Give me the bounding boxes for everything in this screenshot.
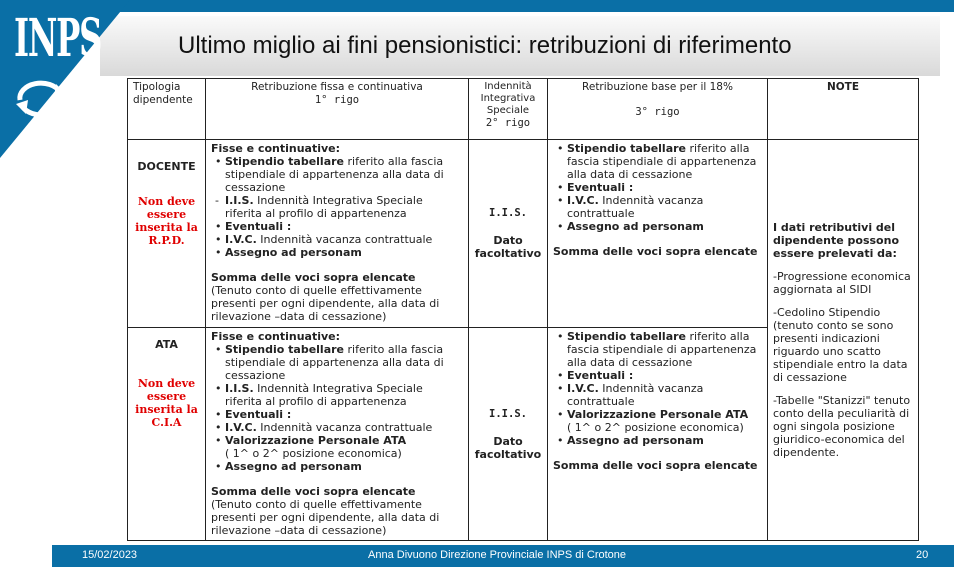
item-bold: Assegno ad personam (567, 220, 704, 233)
warning-line: inserita la (135, 403, 198, 416)
item-bold: I.V.C. (567, 382, 599, 395)
warning-line: R.P.D. (148, 234, 185, 247)
header-text: Retribuzione base per il 18% (582, 81, 733, 93)
item-bold: Eventuali : (225, 408, 292, 421)
header-text: Indennità (484, 81, 532, 92)
dato-line: facoltativo (474, 447, 542, 461)
footer-date: 15/02/2023 (82, 549, 138, 561)
dato-line: facoltativo (474, 247, 542, 260)
footer-page-number: 20 (916, 549, 929, 561)
list-item (567, 220, 762, 233)
notes-cell (768, 140, 919, 541)
item-bold: Stipendio tabellare (567, 330, 687, 343)
ata-label: ATA (155, 338, 178, 351)
reference-salary-table (127, 78, 919, 541)
inps-arrows-icon (14, 78, 68, 118)
header-tipologia (128, 79, 206, 140)
warning-line: essere (146, 390, 187, 403)
docente-fisse-cell (206, 140, 469, 328)
list-item (225, 194, 463, 220)
iis-label: I.I.S. (489, 407, 527, 420)
item-bold: I.I.S. (225, 194, 254, 207)
item-bold: I.V.C. (225, 421, 257, 434)
warning-line: Non deve (137, 377, 196, 390)
top-strip (0, 0, 954, 12)
list-item (567, 142, 762, 181)
item-text: Indennità vacanza contrattuale (256, 233, 433, 246)
somma-label: Somma delle voci sopra elencate (211, 485, 416, 498)
header-text: dipendente (133, 94, 193, 106)
warning-line: inserita la (135, 221, 198, 234)
item-bold: Assegno ad personam (225, 246, 362, 259)
iis-label: I.I.S. (489, 207, 527, 219)
ata-warning (133, 377, 200, 429)
header-text: Retribuzione fissa e continuativa (251, 81, 423, 93)
item-bold: Stipendio tabellare (225, 343, 345, 356)
list-item (567, 434, 762, 447)
header-text: Tipologia (133, 81, 181, 93)
header-text: Integrativa (480, 93, 536, 104)
item-bold: Eventuali : (225, 220, 292, 233)
item-bold: Assegno ad personam (225, 460, 362, 473)
list-item (225, 434, 463, 460)
item-bold: Eventuali : (567, 181, 634, 194)
list-item (225, 421, 463, 434)
list-item (567, 408, 762, 434)
docente-warning (133, 195, 200, 247)
list-item (567, 330, 762, 369)
docente-label: DOCENTE (137, 160, 196, 173)
list-item (225, 233, 463, 246)
header-retribuzione-base (548, 79, 768, 140)
item-bold: Stipendio tabellare (567, 142, 687, 155)
item-text: Indennità vacanza contrattuale (567, 194, 704, 220)
list-item (567, 181, 762, 194)
item-text: riferito alla fascia stipendiale di appartenenza alla data di cessazione (225, 155, 444, 194)
table-header-row (128, 79, 919, 140)
ata-base-cell (548, 328, 768, 541)
list-item (225, 460, 463, 473)
list-item (225, 155, 463, 194)
ata-fisse-cell (206, 328, 469, 541)
notes-intro: I dati retributivi del dipendente possono essere prelevati da: (773, 221, 899, 260)
header-text: Speciale (486, 105, 530, 116)
item-bold: I.V.C. (567, 194, 599, 207)
dato-line: Dato (493, 434, 523, 448)
fisse-title: Fisse e continuative: (211, 330, 341, 343)
item-text: Indennità Integrativa Speciale riferita al profilo di appartenenza (225, 382, 423, 408)
list-item (225, 408, 463, 421)
header-note: NOTE (768, 79, 919, 140)
item-bold: I.I.S. (225, 382, 254, 395)
item-bold: Valorizzazione Personale ATA (567, 408, 749, 421)
item-bold: Stipendio tabellare (225, 155, 345, 168)
somma-label: Somma delle voci sopra elencate (211, 271, 416, 284)
base-somma: Somma delle voci sopra elencate (553, 245, 758, 258)
list-item (225, 343, 463, 382)
warning-line: essere (146, 208, 187, 221)
list-item (567, 369, 762, 382)
row-docente (128, 140, 919, 328)
header-text: 2° rigo (485, 117, 531, 129)
footer-author: Anna Divuono Direzione Provinciale INPS di Crotone (368, 549, 627, 561)
item-text: Indennità Integrativa Speciale riferita al profilo di appartenenza (225, 194, 423, 220)
header-iis (469, 79, 548, 140)
header-text: 1° rigo (314, 94, 360, 106)
item-bold: Valorizzazione Personale ATA (225, 434, 407, 447)
item-text: riferito alla fascia stipendiale di appartenenza alla data di cessazione (225, 343, 444, 382)
somma-note: (Tenuto conto di quelle effettivamente presenti per ogni dipendente, alla data di rilevazione –data di cessazione) (211, 284, 440, 323)
list-item (567, 382, 762, 408)
note-item: -Tabelle "Stanizzi" tenuto conto della peculiarità di ogni singola posizione giuridico-economica del dipendente. (773, 394, 911, 459)
base-somma: Somma delle voci sopra elencate (553, 459, 758, 472)
item-bold: I.V.C. (225, 233, 257, 246)
item-text: riferito alla fascia stipendiale di appartenenza alla data di cessazione (567, 330, 757, 369)
note-item: -Cedolino Stipendio (tenuto conto se sono presenti indicazioni riguardo uno scatto stipendiale entro la data di cessazione (773, 306, 908, 384)
header-text: 3° rigo (635, 106, 680, 118)
header-retribuzione-fissa (206, 79, 469, 140)
warning-line: C.I.A (151, 416, 182, 429)
list-item (567, 194, 762, 220)
ata-type-cell (128, 328, 206, 541)
item-text: riferito alla fascia stipendiale di appartenenza alla data di cessazione (567, 142, 757, 181)
item-bold: Assegno ad personam (567, 434, 704, 447)
item-text: Indennità vacanza contrattuale (567, 382, 704, 408)
ata-iis-cell (469, 328, 548, 541)
item-sub: ( 1^ o 2^ posizione economica) (567, 421, 744, 434)
list-item (225, 382, 463, 408)
list-item (225, 220, 463, 233)
note-item: -Progressione economica aggiornata al SIDI (773, 270, 911, 296)
item-text: Indennità vacanza contrattuale (256, 421, 433, 434)
item-sub: ( 1^ o 2^ posizione economica) (225, 447, 402, 460)
dato-line: Dato (493, 234, 523, 247)
inps-logo-text: INPS (14, 8, 102, 69)
list-item (225, 246, 463, 259)
docente-iis-cell (469, 140, 548, 328)
item-bold: Eventuali : (567, 369, 634, 382)
slide-title: Ultimo miglio ai fini pensionistici: retribuzioni di riferimento (178, 32, 792, 59)
docente-type-cell (128, 140, 206, 328)
somma-note: (Tenuto conto di quelle effettivamente presenti per ogni dipendente, alla data di rilevazione –data di cessazione) (211, 498, 440, 537)
docente-base-cell (548, 140, 768, 328)
footer-bar (52, 545, 954, 567)
fisse-title: Fisse e continuative: (211, 142, 341, 155)
warning-line: Non deve (137, 195, 196, 208)
